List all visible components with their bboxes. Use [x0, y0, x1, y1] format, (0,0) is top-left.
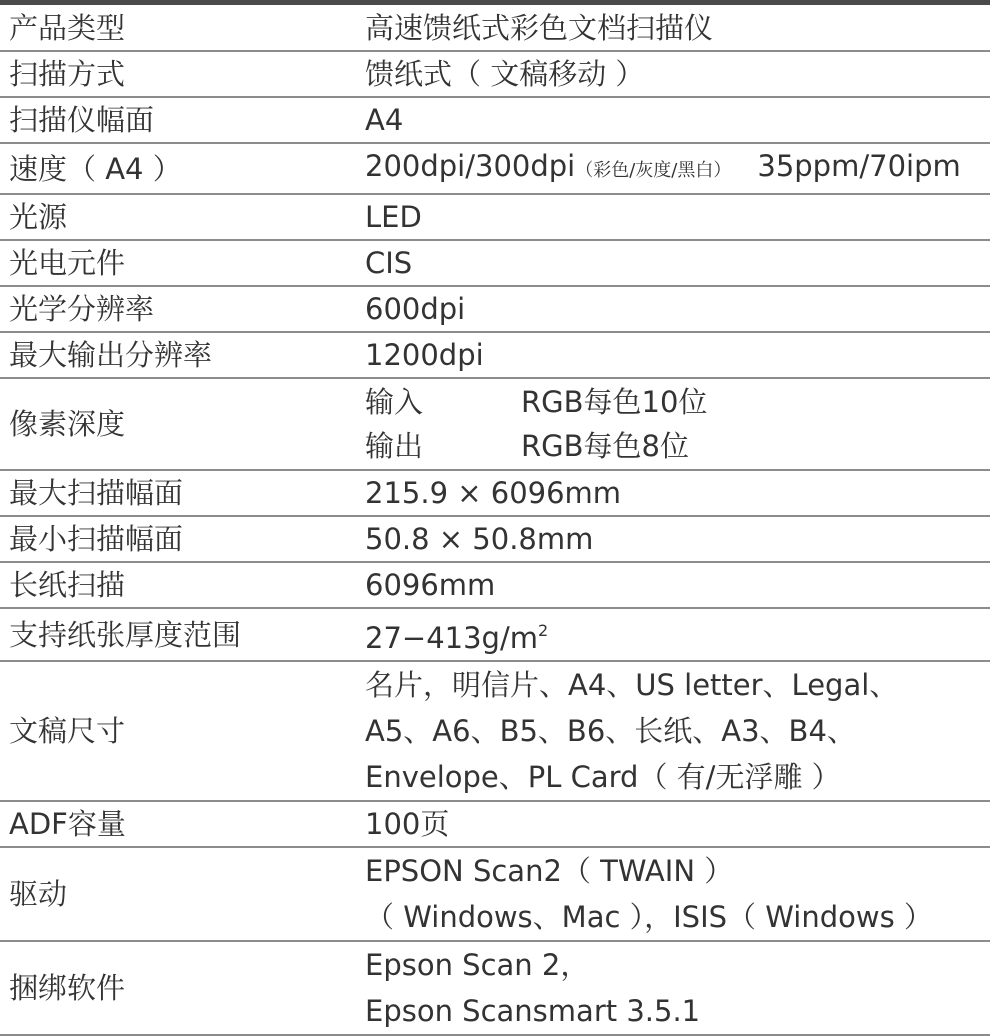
row-label: 速度（ A4 ） [0, 143, 355, 194]
row-label: 长纸扫描 [0, 562, 355, 608]
table-row [0, 608, 990, 661]
row-label: 最大扫描幅面 [0, 470, 355, 516]
thickness-value: 27−413g/m [365, 621, 538, 655]
row-value: LED [355, 194, 990, 240]
row-value: 高速馈纸式彩色文档扫描仪 [355, 5, 990, 51]
row-value: A4 [355, 97, 990, 143]
doc-size-line: 名片，明信片、A4、US letter、Legal、 [365, 668, 899, 702]
table-row [0, 562, 990, 608]
row-value-speed [355, 143, 990, 194]
row-label: 支持纸张厚度范围 [0, 608, 355, 661]
table-row [0, 801, 990, 847]
row-label: 文稿尺寸 [0, 661, 355, 801]
bitdepth-input-value: RGB每色10位 [521, 385, 708, 419]
row-value: 50.8 × 50.8mm [355, 516, 990, 562]
doc-size-line: A5、A6、B5、B6、长纸、A3、B4、 [365, 714, 856, 748]
driver-line: （ Windows、Mac ），ISIS（ Windows ） [365, 900, 933, 934]
thickness-superscript: 2 [537, 621, 549, 640]
row-value-bitdepth [355, 378, 990, 470]
table-row [0, 194, 990, 240]
speed-resolution: 200dpi/300dpi [365, 149, 576, 183]
table-row [0, 332, 990, 378]
software-line: Epson Scan 2， [365, 948, 590, 982]
table-row [0, 97, 990, 143]
row-value-driver [355, 847, 990, 941]
row-value: 1200dpi [355, 332, 990, 378]
table-row [0, 51, 990, 97]
table-row [0, 240, 990, 286]
row-label: ADF容量 [0, 801, 355, 847]
row-value-software [355, 941, 990, 1035]
row-label: 光源 [0, 194, 355, 240]
bitdepth-output-line [365, 424, 990, 468]
row-label: 光电元件 [0, 240, 355, 286]
row-value: 600dpi [355, 286, 990, 332]
row-label: 扫描仪幅面 [0, 97, 355, 143]
speed-color-note: （彩色/灰度/黑白） [575, 160, 732, 181]
row-label: 像素深度 [0, 378, 355, 470]
row-label: 驱动 [0, 847, 355, 941]
row-label: 最大输出分辨率 [0, 332, 355, 378]
table-row [0, 661, 990, 801]
row-label: 产品类型 [0, 5, 355, 51]
table-row [0, 378, 990, 470]
doc-size-line: Envelope、PL Card（ 有/无浮雕 ） [365, 760, 841, 794]
table-row [0, 5, 990, 51]
spec-table [0, 5, 990, 1036]
row-value: CIS [355, 240, 990, 286]
software-line: Epson Scansmart 3.5.1 [365, 994, 701, 1028]
row-value: 215.9 × 6096mm [355, 470, 990, 516]
bitdepth-output-value: RGB每色8位 [521, 429, 689, 463]
bitdepth-output-key: 输出 [365, 429, 424, 463]
row-value: 6096mm [355, 562, 990, 608]
bitdepth-input-line [365, 380, 990, 424]
table-row [0, 847, 990, 941]
table-row [0, 941, 990, 1035]
table-row [0, 286, 990, 332]
row-label: 光学分辨率 [0, 286, 355, 332]
row-value-doc-sizes [355, 661, 990, 801]
table-row [0, 143, 990, 194]
bitdepth-input-key: 输入 [365, 385, 424, 419]
row-value-thickness [355, 608, 990, 661]
row-label: 扫描方式 [0, 51, 355, 97]
table-row [0, 516, 990, 562]
row-value: 馈纸式（ 文稿移动 ） [355, 51, 990, 97]
row-label: 捆绑软件 [0, 941, 355, 1035]
speed-value: 35ppm/70ipm [757, 149, 961, 183]
table-row [0, 470, 990, 516]
driver-line: EPSON Scan2（ TWAIN ） [365, 854, 734, 888]
row-label: 最小扫描幅面 [0, 516, 355, 562]
row-value: 100页 [355, 801, 990, 847]
